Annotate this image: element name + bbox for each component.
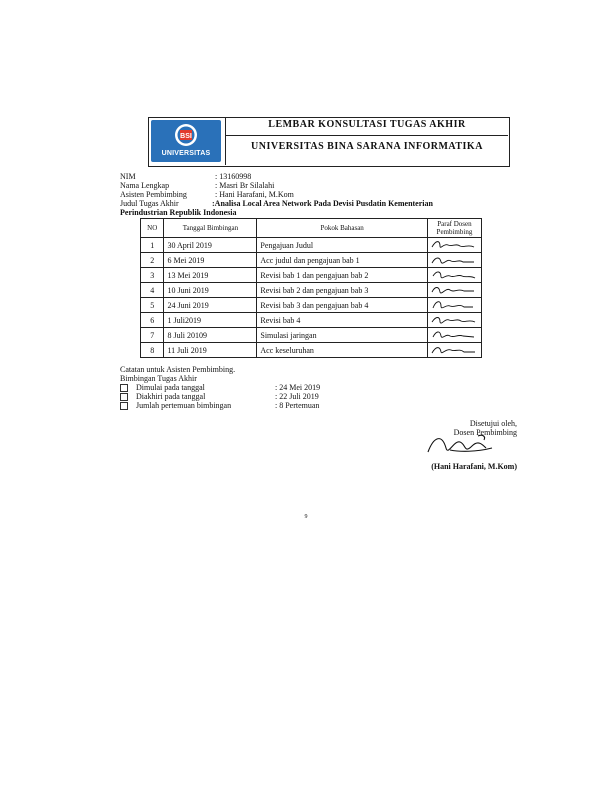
row-paraf xyxy=(427,253,481,268)
row-no: 2 xyxy=(141,253,164,268)
row-paraf xyxy=(427,298,481,313)
approval-signature-icon xyxy=(420,430,510,462)
row-pokok: Revisi bab 4 xyxy=(257,313,428,328)
note-item-start xyxy=(120,383,205,392)
asisten-label: Asisten Pembimbing xyxy=(120,190,187,199)
row-no: 7 xyxy=(141,328,164,343)
svg-text:BSI: BSI xyxy=(180,133,192,140)
paraf-signature-icon xyxy=(428,283,480,297)
row-pokok: Acc judul dan pengajuan bab 1 xyxy=(257,253,428,268)
paraf-signature-icon xyxy=(428,343,480,357)
judul-label: Judul Tugas Akhir xyxy=(120,199,179,208)
row-tanggal: 24 Juni 2019 xyxy=(164,298,257,313)
consultation-table xyxy=(140,218,482,358)
row-tanggal: 13 Mei 2019 xyxy=(164,268,257,283)
checkbox-icon xyxy=(120,402,128,410)
note-label: Jumlah pertemuan bimbingan xyxy=(136,401,232,410)
header-divider xyxy=(226,135,508,136)
row-no: 8 xyxy=(141,343,164,358)
row-tanggal: 11 Juli 2019 xyxy=(164,343,257,358)
logo-text: UNIVERSITAS xyxy=(161,150,211,157)
row-pokok: Simulasi jaringan xyxy=(257,328,428,343)
row-paraf xyxy=(427,238,481,253)
row-tanggal: 8 Juli 20109 xyxy=(164,328,257,343)
row-pokok: Revisi bab 2 dan pengajuan bab 3 xyxy=(257,283,428,298)
asisten-value: : Hani Harafani, M.Kom xyxy=(215,190,294,199)
row-tanggal: 30 April 2019 xyxy=(164,238,257,253)
row-no: 1 xyxy=(141,238,164,253)
col-header-no: NO xyxy=(141,219,164,238)
table-row xyxy=(141,253,482,268)
row-paraf xyxy=(427,313,481,328)
paraf-signature-icon xyxy=(428,313,480,327)
nim-value: : 13160998 xyxy=(215,172,252,181)
document-title: LEMBAR KONSULTASI TUGAS AKHIR xyxy=(268,119,466,130)
table-row xyxy=(141,343,482,358)
checkbox-icon xyxy=(120,384,128,392)
note-value-start: : 24 Mei 2019 xyxy=(275,383,321,392)
note-value-end: : 22 Juli 2019 xyxy=(275,392,319,401)
paraf-signature-icon xyxy=(428,328,480,342)
row-no: 6 xyxy=(141,313,164,328)
table-row xyxy=(141,328,482,343)
note-label: Diakhiri pada tanggal xyxy=(136,392,206,401)
row-no: 3 xyxy=(141,268,164,283)
note-value-count: : 8 Pertemuan xyxy=(275,401,320,410)
approval-name: (Hani Harafani, M.Kom) xyxy=(431,462,517,471)
paraf-signature-icon xyxy=(428,298,480,312)
row-pokok: Revisi bab 1 dan pengajuan bab 2 xyxy=(257,268,428,283)
row-pokok: Pengajuan Judul xyxy=(257,238,428,253)
university-name: UNIVERSITAS BINA SARANA INFORMATIKA xyxy=(251,141,483,152)
table-row xyxy=(141,283,482,298)
row-no: 4 xyxy=(141,283,164,298)
row-pokok: Acc keseluruhan xyxy=(257,343,428,358)
checkbox-icon xyxy=(120,393,128,401)
approval-line2: Dosen Pembimbing xyxy=(453,428,517,437)
col-header-pokok: Pokok Bahasan xyxy=(257,219,428,238)
note-item-count xyxy=(120,401,231,410)
page-number: 9 xyxy=(304,514,308,520)
judul-value-line2: Perindustrian Republik Indonesia xyxy=(120,208,237,217)
note-item-end xyxy=(120,392,205,401)
nama-label: Nama Lengkap xyxy=(120,181,170,190)
row-no: 5 xyxy=(141,298,164,313)
table-header-row xyxy=(141,219,482,238)
col-header-paraf: Paraf Dosen Pembimbing xyxy=(427,219,481,238)
row-paraf xyxy=(427,268,481,283)
row-pokok: Revisi bab 3 dan pengajuan bab 4 xyxy=(257,298,428,313)
paraf-signature-icon xyxy=(428,253,480,267)
paraf-signature-icon xyxy=(428,268,480,282)
row-paraf xyxy=(427,328,481,343)
row-tanggal: 10 Juni 2019 xyxy=(164,283,257,298)
row-tanggal: 1 Juli2019 xyxy=(164,313,257,328)
col-header-tanggal: Tanggal Bimbingan xyxy=(164,219,257,238)
row-paraf xyxy=(427,283,481,298)
row-tanggal: 6 Mei 2019 xyxy=(164,253,257,268)
nama-value: : Masri Br Silalahi xyxy=(215,181,275,190)
row-paraf xyxy=(427,343,481,358)
table-row xyxy=(141,298,482,313)
table-row xyxy=(141,238,482,253)
nim-label: NIM xyxy=(120,172,136,181)
notes-heading: Catatan untuk Asisten Pembimbing. xyxy=(120,365,236,374)
table-row xyxy=(141,313,482,328)
table-row xyxy=(141,268,482,283)
notes-subheading: Bimbingan Tugas Akhir xyxy=(120,374,197,383)
approval-line1: Disetujui oleh, xyxy=(469,419,517,428)
judul-value: :Analisa Local Area Network Pada Devisi Pusdatin Kementerian xyxy=(212,199,433,208)
note-label: Dimulai pada tanggal xyxy=(136,383,205,392)
paraf-signature-icon xyxy=(428,238,480,252)
